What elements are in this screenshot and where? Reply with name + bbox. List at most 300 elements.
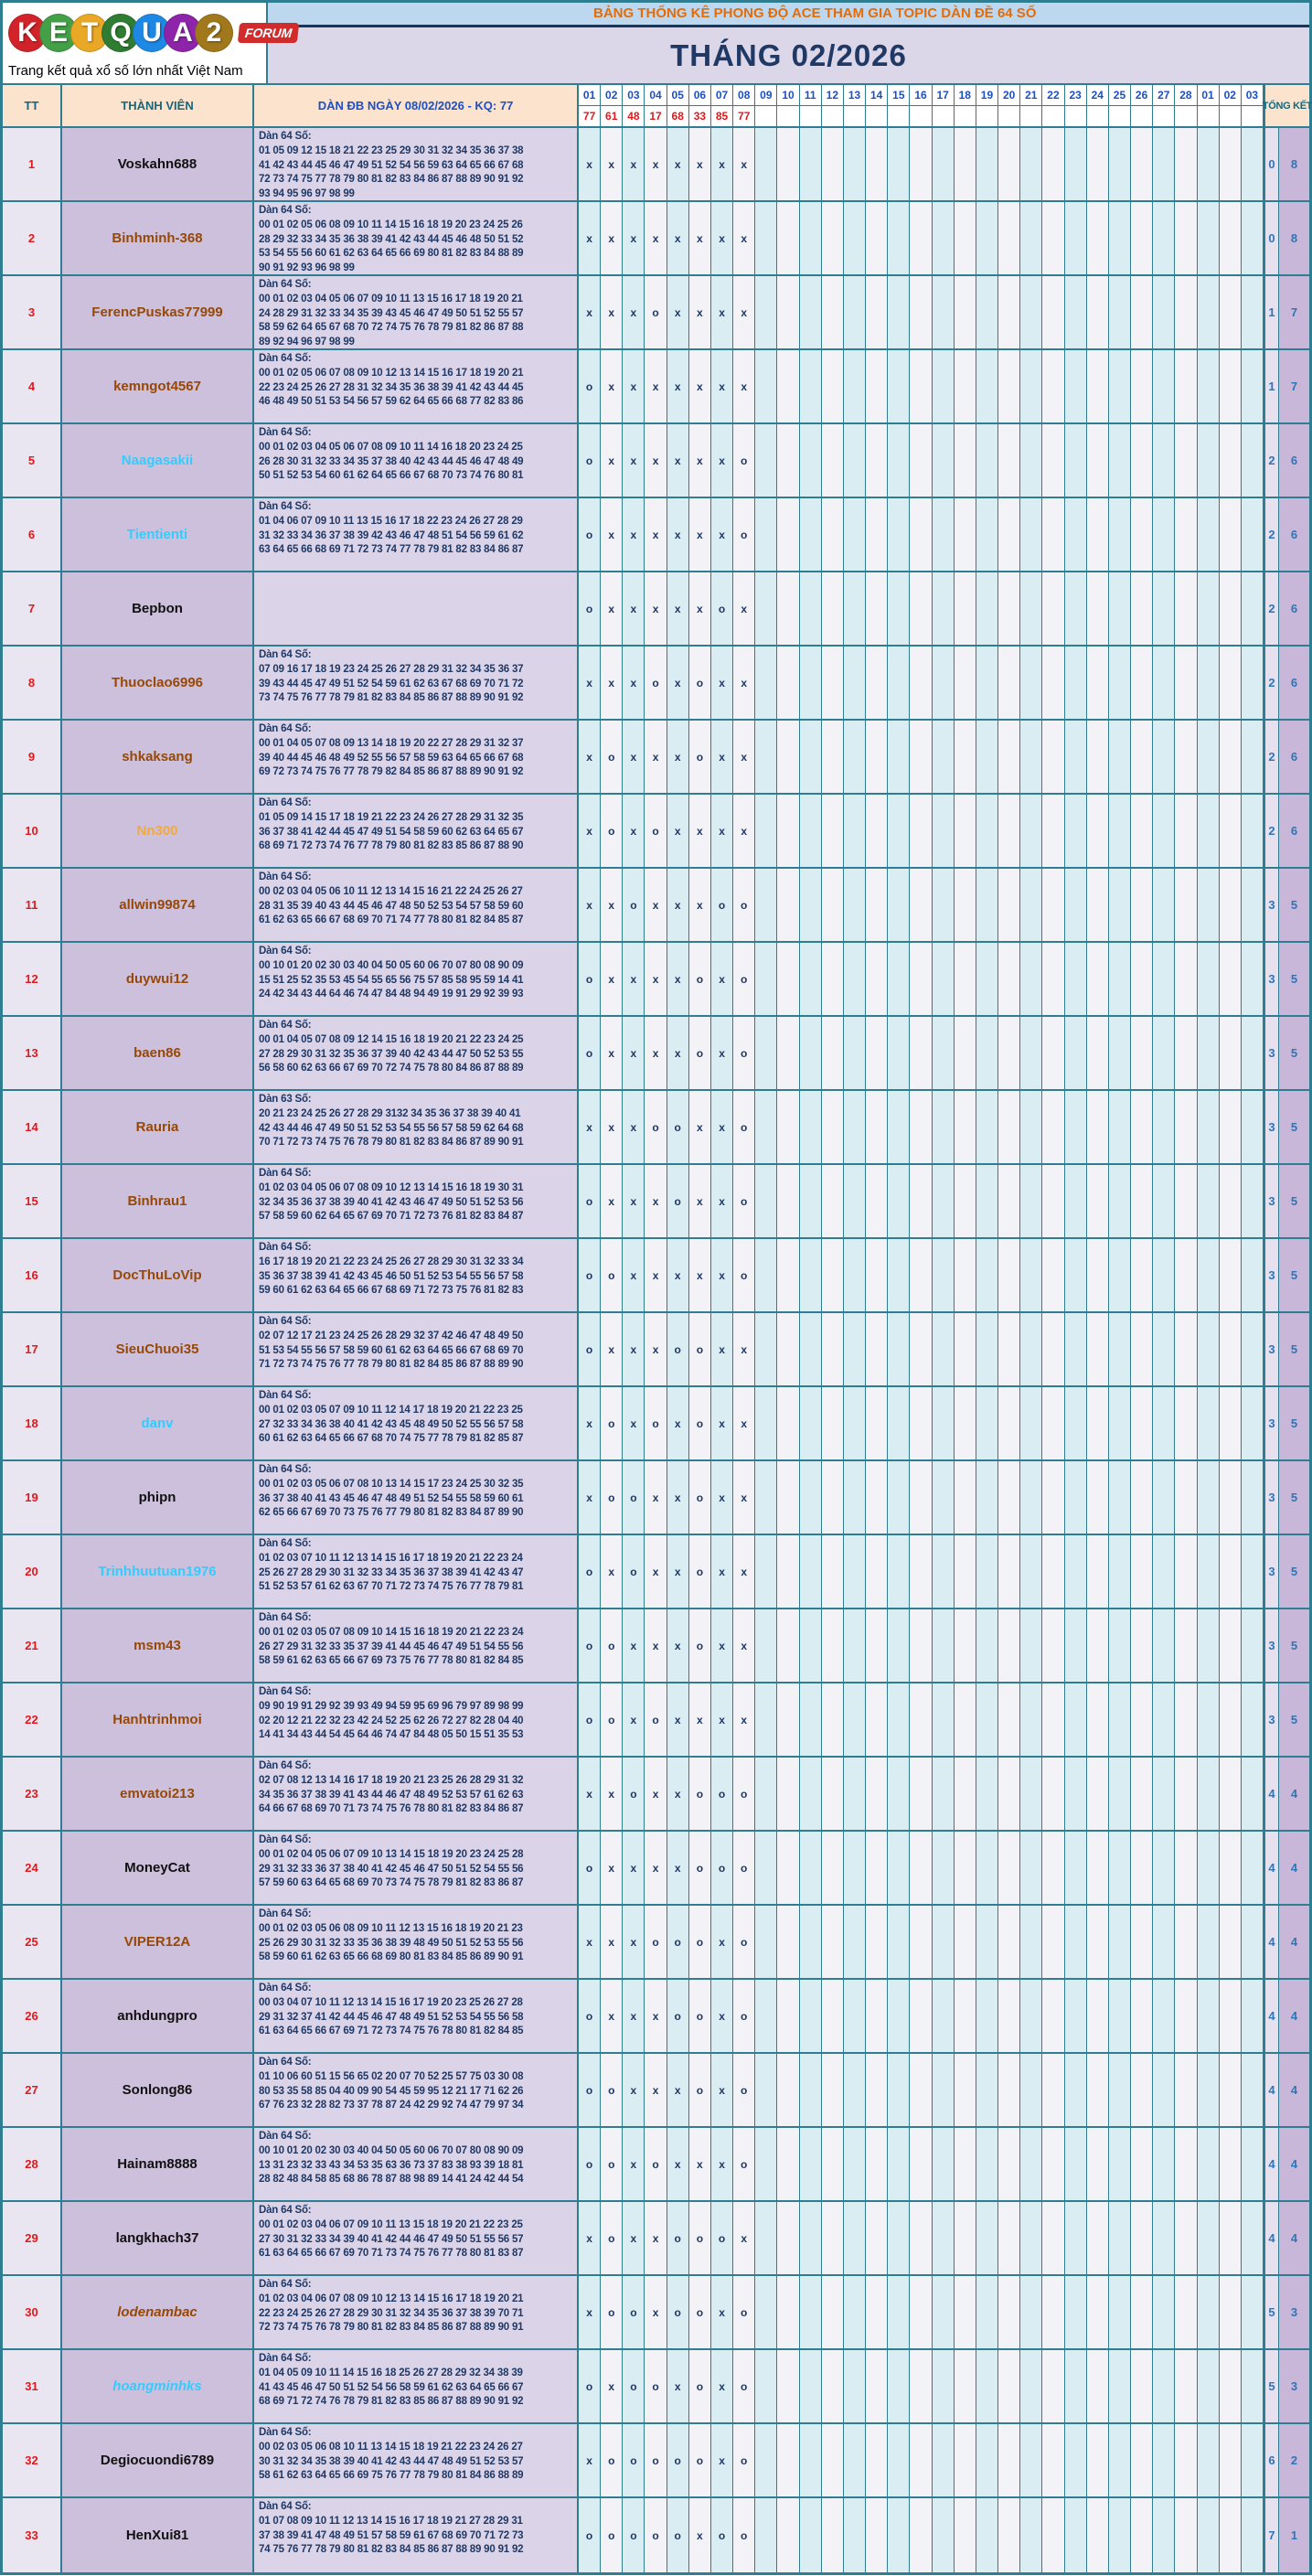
member-row [3, 2350, 1309, 2424]
dan-numbers [254, 795, 579, 867]
member-name[interactable]: HenXui81 [62, 2498, 254, 2572]
day-cell-14 [866, 1387, 888, 1459]
day-cell-23 [1065, 721, 1087, 793]
day-cell-25 [1109, 1683, 1131, 1756]
day-cell-26 [1131, 2276, 1153, 2348]
day-cell-26 [1131, 498, 1153, 571]
dan-line: 72 73 74 75 76 78 79 80 81 82 83 84 85 86 87 88 89 90 91 [259, 2322, 524, 2334]
dan-label: Dàn 64 Số: [259, 1760, 312, 1771]
day-cell-6: x [689, 869, 711, 941]
day-cell-27 [1153, 1980, 1175, 2052]
dan-line: 00 01 02 03 04 05 06 07 08 09 10 11 14 16 18 20 23 24 25 [259, 441, 523, 453]
day-cell-6: o [689, 2276, 711, 2348]
day-cell-24 [1087, 2276, 1109, 2348]
row-index: 17 [3, 1313, 62, 1385]
row-index: 6 [3, 498, 62, 571]
day-cell-13 [844, 869, 866, 941]
day-cell-6: x [689, 2128, 711, 2200]
day-kq-value [755, 106, 776, 126]
day-cell-25 [1109, 498, 1131, 571]
day-header-28 [1175, 85, 1197, 126]
day-cell-27 [1153, 1017, 1175, 1089]
site-logo[interactable] [3, 3, 293, 83]
day-cell-13 [844, 2424, 866, 2496]
day-cell-14 [866, 869, 888, 941]
day-cell-3: x [623, 2128, 645, 2200]
day-cell-17 [933, 1832, 955, 1904]
dan-label: Dàn 64 Số: [259, 1316, 312, 1327]
dan-line: 37 38 39 41 47 48 49 51 57 58 59 61 67 68 69 70 71 72 73 [259, 2529, 524, 2541]
day-cell-15 [888, 1980, 910, 2052]
logo-letter-2: 2 [195, 14, 233, 52]
day-cell-26 [1131, 1313, 1153, 1385]
day-cell-3: x [623, 1609, 645, 1682]
day-cell-21 [1020, 2498, 1042, 2572]
total-x-count: 5 [1279, 869, 1309, 941]
day-cell-25 [1109, 128, 1131, 200]
day-cell-18 [955, 1239, 976, 1311]
dan-line: 00 01 02 05 06 08 09 10 11 14 15 16 18 19 20 23 24 25 26 [259, 219, 523, 230]
day-cell-19 [976, 1832, 998, 1904]
dan-line: 28 31 35 39 40 43 44 45 46 47 48 50 52 53 54 57 58 59 60 [259, 900, 524, 912]
day-cell-20 [998, 424, 1020, 497]
dan-label: Dàn 64 Số: [259, 2205, 312, 2216]
dan-line: 70 71 72 73 74 75 76 78 79 80 81 82 83 84 86 87 89 90 91 [259, 1137, 524, 1149]
day-cell-25 [1109, 1461, 1131, 1534]
day-kq-value: 48 [627, 110, 640, 123]
dan-numbers [254, 424, 579, 497]
day-cell-2: x [601, 128, 623, 200]
day-cell-21 [1020, 350, 1042, 422]
day-cell-8: o [733, 1906, 755, 1978]
member-name[interactable]: DocThuLoVip [62, 1239, 254, 1311]
day-cell-3: x [623, 721, 645, 793]
day-kq-value [1020, 106, 1041, 126]
day-cell-29 [1198, 1906, 1220, 1978]
day-cell-9 [755, 1683, 777, 1756]
day-cell-24 [1087, 1758, 1109, 1830]
day-cell-23 [1065, 1165, 1087, 1237]
day-cell-15 [888, 424, 910, 497]
member-name[interactable]: anhdungpro [62, 1980, 254, 2052]
member-name[interactable]: Hanhtrinhmoi [62, 1683, 254, 1756]
day-cell-11 [800, 1461, 822, 1534]
day-cell-3: x [623, 350, 645, 422]
day-cell-25 [1109, 202, 1131, 274]
day-cell-27 [1153, 2498, 1175, 2572]
row-index: 4 [3, 350, 62, 422]
day-cell-1: o [579, 1980, 601, 2052]
day-cell-21 [1020, 1091, 1042, 1163]
day-cell-20 [998, 2202, 1020, 2274]
month-title: THÁNG 02/2026 [268, 27, 1309, 83]
total-o-count: 5 [1264, 2350, 1279, 2422]
day-cell-7: x [711, 1906, 733, 1978]
day-cell-4: x [645, 128, 667, 200]
day-cell-3: x [623, 943, 645, 1015]
dan-line: 93 94 95 96 97 98 99 [259, 188, 355, 200]
day-header-26 [1131, 85, 1153, 126]
day-cell-2: x [601, 350, 623, 422]
day-cell-17 [933, 276, 955, 348]
day-label: 04 [645, 85, 666, 106]
day-header-6 [689, 85, 711, 126]
day-cell-14 [866, 276, 888, 348]
day-cell-6: o [689, 2054, 711, 2126]
day-cell-6: o [689, 2202, 711, 2274]
table-body [3, 128, 1309, 2572]
day-label: 12 [822, 85, 843, 106]
day-cell-26 [1131, 2202, 1153, 2274]
member-name[interactable]: Voskahn688 [62, 128, 254, 200]
day-cell-16 [910, 276, 932, 348]
day-cell-1: o [579, 2054, 601, 2126]
day-cell-30 [1220, 1535, 1242, 1608]
day-kq-value [1042, 106, 1063, 126]
day-cell-15 [888, 1535, 910, 1608]
day-cell-10 [777, 1461, 799, 1534]
member-name[interactable]: VIPER12A [62, 1906, 254, 1978]
day-cell-14 [866, 1239, 888, 1311]
dan-line: 72 73 74 75 77 78 79 80 81 82 83 84 86 87 88 89 90 91 92 [259, 174, 524, 186]
member-name[interactable]: msm43 [62, 1609, 254, 1682]
day-cell-19 [976, 2054, 998, 2126]
row-index: 29 [3, 2202, 62, 2274]
day-cell-26 [1131, 647, 1153, 719]
day-cell-30 [1220, 1609, 1242, 1682]
day-cell-10 [777, 1017, 799, 1089]
day-cell-18 [955, 2276, 976, 2348]
day-cell-7: o [711, 1758, 733, 1830]
day-cell-27 [1153, 1609, 1175, 1682]
day-cell-28 [1175, 128, 1197, 200]
dan-line: 07 09 16 17 18 19 23 24 25 26 27 28 29 31 32 34 35 36 37 [259, 663, 524, 675]
dan-line: 60 61 62 63 64 65 66 67 68 70 74 75 77 78 79 81 82 85 87 [259, 1433, 524, 1445]
day-cell-4: o [645, 1683, 667, 1756]
member-name[interactable]: Bepbon [62, 572, 254, 645]
day-cell-16 [910, 1461, 932, 1534]
day-cell-26 [1131, 1091, 1153, 1163]
member-name[interactable]: langkhach37 [62, 2202, 254, 2274]
day-cell-14 [866, 128, 888, 200]
day-cell-25 [1109, 350, 1131, 422]
day-cell-28 [1175, 2128, 1197, 2200]
member-name[interactable]: Naagasakii [62, 424, 254, 497]
total-o-count: 6 [1264, 2424, 1279, 2496]
day-cell-4: x [645, 2054, 667, 2126]
day-cell-18 [955, 1535, 976, 1608]
day-cell-8: x [733, 202, 755, 274]
day-cell-19 [976, 1980, 998, 2052]
day-cell-1: o [579, 1609, 601, 1682]
day-cell-12 [822, 1239, 844, 1311]
day-cell-2: x [601, 1906, 623, 1978]
day-cell-21 [1020, 498, 1042, 571]
day-cell-4: x [645, 721, 667, 793]
member-name[interactable]: danv [62, 1387, 254, 1459]
day-cell-28 [1175, 498, 1197, 571]
member-row [3, 721, 1309, 795]
member-name[interactable]: allwin99874 [62, 869, 254, 941]
dan-line: 22 23 24 25 26 27 28 29 30 31 32 34 35 36 37 38 39 70 71 [259, 2307, 524, 2319]
day-cell-20 [998, 2350, 1020, 2422]
day-cell-26 [1131, 424, 1153, 497]
day-cell-19 [976, 128, 998, 200]
member-name[interactable]: lodenambac [62, 2276, 254, 2348]
day-cell-6: o [689, 1461, 711, 1534]
member-name[interactable]: phipn [62, 1461, 254, 1534]
dan-line: 00 01 02 03 05 07 09 10 11 12 14 17 18 19 20 21 22 23 25 [259, 1404, 523, 1416]
day-label: 23 [1065, 85, 1086, 106]
day-cell-25 [1109, 572, 1131, 645]
day-cell-17 [933, 2128, 955, 2200]
day-header-13 [844, 85, 866, 126]
dan-label: Dàn 64 Số: [259, 871, 312, 882]
dan-label: Dàn 64 Số: [259, 2501, 312, 2512]
day-cell-30 [1220, 572, 1242, 645]
day-cell-3: x [623, 2202, 645, 2274]
day-cell-14 [866, 1017, 888, 1089]
dan-line: 51 52 53 57 61 62 63 67 70 71 72 73 74 75 76 77 78 79 81 [259, 1581, 524, 1593]
day-cell-15 [888, 2054, 910, 2126]
day-header-19 [976, 85, 998, 126]
member-name[interactable]: duywui12 [62, 943, 254, 1015]
row-index: 28 [3, 2128, 62, 2200]
day-cell-7: x [711, 202, 733, 274]
day-cell-31 [1242, 424, 1264, 497]
day-cell-20 [998, 795, 1020, 867]
day-cell-9 [755, 572, 777, 645]
day-cell-19 [976, 202, 998, 274]
member-row [3, 2054, 1309, 2128]
day-cell-30 [1220, 1017, 1242, 1089]
day-cell-27 [1153, 572, 1175, 645]
member-name[interactable]: Nn300 [62, 795, 254, 867]
day-cell-28 [1175, 2424, 1197, 2496]
day-cell-28 [1175, 1980, 1197, 2052]
member-name[interactable]: Binhrau1 [62, 1165, 254, 1237]
day-cell-31 [1242, 1017, 1264, 1089]
day-cell-26 [1131, 1906, 1153, 1978]
member-name[interactable]: Hainam8888 [62, 2128, 254, 2200]
col-header-dan: DÀN ĐB NGÀY 08/02/2026 - KQ: 77 [254, 85, 579, 126]
day-cell-14 [866, 350, 888, 422]
total-x-count: 5 [1279, 1313, 1309, 1385]
day-cell-11 [800, 424, 822, 497]
day-cell-5: x [667, 1683, 689, 1756]
day-cell-29 [1198, 869, 1220, 941]
total-o-count: 3 [1264, 1313, 1279, 1385]
row-index: 16 [3, 1239, 62, 1311]
day-header-29 [1198, 85, 1220, 126]
day-cell-3: x [623, 1832, 645, 1904]
day-cell-9 [755, 2424, 777, 2496]
member-name[interactable]: Thuoclao6996 [62, 647, 254, 719]
day-cell-12 [822, 2054, 844, 2126]
member-name[interactable]: baen86 [62, 1017, 254, 1089]
day-cell-25 [1109, 943, 1131, 1015]
dan-numbers [254, 1980, 579, 2052]
day-label: 26 [1131, 85, 1152, 106]
day-cell-6: o [689, 1758, 711, 1830]
day-cell-6: o [689, 1832, 711, 1904]
day-cell-28 [1175, 1313, 1197, 1385]
day-cell-24 [1087, 1609, 1109, 1682]
day-cell-2: x [601, 276, 623, 348]
day-cell-8: x [733, 350, 755, 422]
row-index: 24 [3, 1832, 62, 1904]
day-cell-5: o [667, 2424, 689, 2496]
day-header-14 [866, 85, 888, 126]
day-cell-3: x [623, 498, 645, 571]
day-cell-12 [822, 572, 844, 645]
member-row [3, 2498, 1309, 2572]
day-cell-15 [888, 2498, 910, 2572]
member-row [3, 1609, 1309, 1683]
day-cell-16 [910, 2276, 932, 2348]
day-cell-11 [800, 1535, 822, 1608]
dan-line: 71 72 73 74 75 76 77 78 79 80 81 82 84 85 86 87 88 89 90 [259, 1359, 524, 1371]
day-cell-29 [1198, 1683, 1220, 1756]
day-cell-7: x [711, 276, 733, 348]
day-cell-10 [777, 1980, 799, 2052]
day-cell-12 [822, 1461, 844, 1534]
day-cell-4: x [645, 1313, 667, 1385]
day-cell-28 [1175, 943, 1197, 1015]
day-cell-29 [1198, 424, 1220, 497]
day-cell-1: o [579, 1313, 601, 1385]
day-cell-1: x [579, 2202, 601, 2274]
day-cell-29 [1198, 721, 1220, 793]
day-kq-value: 17 [649, 110, 662, 123]
row-index: 1 [3, 128, 62, 200]
member-name[interactable]: Trinhhuutuan1976 [62, 1535, 254, 1608]
day-cell-16 [910, 1832, 932, 1904]
day-cell-28 [1175, 2276, 1197, 2348]
member-name[interactable]: Rauria [62, 1091, 254, 1163]
day-cell-29 [1198, 1758, 1220, 1830]
dan-line: 00 01 02 03 04 05 06 07 09 10 11 13 15 16 17 18 19 20 21 [259, 293, 523, 305]
day-cell-4: o [645, 795, 667, 867]
day-cell-28 [1175, 1758, 1197, 1830]
day-cell-2: o [601, 1387, 623, 1459]
day-cell-20 [998, 1832, 1020, 1904]
day-cell-27 [1153, 498, 1175, 571]
day-cell-19 [976, 2350, 998, 2422]
dan-label: Dàn 63 Số: [259, 1094, 312, 1105]
day-cell-1: x [579, 795, 601, 867]
member-name[interactable]: shkaksang [62, 721, 254, 793]
member-name[interactable]: Degiocuondi6789 [62, 2424, 254, 2496]
day-cell-8: o [733, 2128, 755, 2200]
day-cell-2: o [601, 1683, 623, 1756]
day-cell-16 [910, 869, 932, 941]
day-cell-7: x [711, 1980, 733, 2052]
day-cell-16 [910, 1091, 932, 1163]
day-cell-24 [1087, 350, 1109, 422]
day-cell-26 [1131, 1609, 1153, 1682]
day-cell-31 [1242, 1609, 1264, 1682]
member-name[interactable]: kemngot4567 [62, 350, 254, 422]
dan-line: 26 28 30 31 32 33 34 35 37 38 40 42 43 44 45 46 47 48 49 [259, 455, 524, 467]
total-x-count: 7 [1279, 350, 1309, 422]
day-cell-16 [910, 202, 932, 274]
day-cell-13 [844, 498, 866, 571]
day-cell-13 [844, 1980, 866, 2052]
day-header-7 [711, 85, 733, 126]
day-cell-12 [822, 1758, 844, 1830]
day-cell-23 [1065, 572, 1087, 645]
dan-line: 01 02 03 04 05 06 07 08 09 10 12 13 14 15 16 18 19 30 31 [259, 1181, 524, 1193]
day-cell-30 [1220, 202, 1242, 274]
member-name[interactable]: SieuChuoi35 [62, 1313, 254, 1385]
day-cell-24 [1087, 795, 1109, 867]
member-name[interactable]: MoneyCat [62, 1832, 254, 1904]
member-name[interactable]: Tientienti [62, 498, 254, 571]
day-cell-10 [777, 1535, 799, 1608]
day-cell-1: o [579, 943, 601, 1015]
day-cell-25 [1109, 2350, 1131, 2422]
day-cell-18 [955, 1980, 976, 2052]
day-cell-3: o [623, 1535, 645, 1608]
day-cell-25 [1109, 1609, 1131, 1682]
row-index: 9 [3, 721, 62, 793]
day-cell-22 [1042, 1906, 1064, 1978]
dan-line: 00 01 02 03 05 06 07 08 10 13 14 15 17 23 24 25 30 32 35 [259, 1478, 524, 1490]
member-name[interactable]: Binhminh-368 [62, 202, 254, 274]
member-name[interactable]: hoangminhks [62, 2350, 254, 2422]
member-name[interactable]: FerencPuskas77999 [62, 276, 254, 348]
member-name[interactable]: emvatoi213 [62, 1758, 254, 1830]
day-cell-26 [1131, 795, 1153, 867]
day-cell-27 [1153, 2128, 1175, 2200]
day-header-23 [1065, 85, 1087, 126]
day-cell-20 [998, 1165, 1020, 1237]
total-o-count: 3 [1264, 1239, 1279, 1311]
dan-line: 36 37 38 40 41 43 45 46 47 48 49 51 52 54 55 58 59 60 61 [259, 1492, 524, 1504]
day-cell-11 [800, 1832, 822, 1904]
dan-line: 69 72 73 74 75 76 77 78 79 82 84 85 86 87 88 89 90 91 92 [259, 766, 524, 778]
day-cell-16 [910, 2054, 932, 2126]
day-cell-13 [844, 721, 866, 793]
banner-title: BẢNG THỐNG KÊ PHONG ĐỘ ACE THAM GIA TOPIC DÀN ĐỀ 64 SỐ [268, 3, 1309, 27]
day-cell-24 [1087, 202, 1109, 274]
dan-line: 00 01 02 05 06 07 08 09 10 12 13 14 15 16 17 18 19 20 21 [259, 367, 524, 379]
day-cell-6: o [689, 1906, 711, 1978]
dan-line: 14 41 34 43 44 54 45 64 46 74 47 84 48 05 50 15 51 35 53 [259, 1729, 524, 1741]
dan-line: 36 37 38 41 42 44 45 47 49 51 54 58 59 60 62 63 64 65 67 [259, 826, 524, 838]
day-cell-24 [1087, 1535, 1109, 1608]
day-label: 07 [711, 85, 732, 106]
day-cell-5: x [667, 1609, 689, 1682]
dan-line: 61 63 64 65 66 67 69 70 71 73 74 75 76 77 78 80 81 83 87 [259, 2248, 524, 2260]
day-cell-1: x [579, 1387, 601, 1459]
day-kq-value: 77 [582, 110, 596, 123]
day-cell-22 [1042, 1535, 1064, 1608]
day-cell-26 [1131, 1165, 1153, 1237]
day-label: 16 [910, 85, 931, 106]
day-label: 13 [844, 85, 865, 106]
day-cell-4: x [645, 1239, 667, 1311]
day-cell-1: x [579, 869, 601, 941]
day-cell-23 [1065, 498, 1087, 571]
day-cell-18 [955, 128, 976, 200]
row-index: 2 [3, 202, 62, 274]
day-cell-11 [800, 1980, 822, 2052]
day-cell-4: x [645, 1535, 667, 1608]
member-name[interactable]: Sonlong86 [62, 2054, 254, 2126]
day-cell-7: x [711, 2350, 733, 2422]
